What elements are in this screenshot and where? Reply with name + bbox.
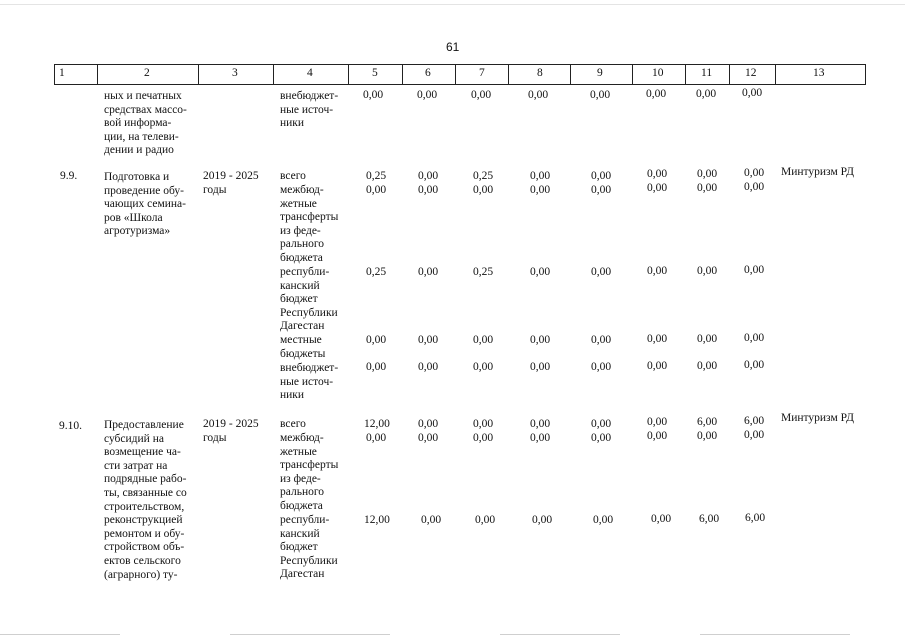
scan-edge-bottom — [230, 634, 390, 635]
value-cell: 0,00 — [418, 266, 439, 278]
value-cell: 0,00 — [647, 265, 668, 277]
row-executor: Минтуризм РД — [781, 166, 854, 178]
source-label: межбюд- жетные трансферты из феде- рального бюджета — [280, 432, 339, 512]
value-cell: 0,00 — [647, 416, 668, 428]
value-cell: 0,00 — [591, 418, 612, 430]
value-cell: 0,00 — [591, 334, 612, 346]
value-cell: 0,00 — [366, 184, 387, 196]
column-divider — [348, 65, 349, 84]
page-number: 61 — [446, 40, 460, 54]
value-cell: 0,25 — [473, 170, 494, 182]
value-cell: 0,00 — [418, 432, 439, 444]
column-divider — [570, 65, 571, 84]
row-executor: Минтуризм РД — [781, 412, 854, 424]
value-cell: 0,00 — [363, 89, 384, 101]
value-cell: 0,00 — [590, 89, 611, 101]
header-col-10: 10 — [652, 67, 664, 79]
column-divider — [455, 65, 456, 84]
value-cell: 6,00 — [699, 513, 720, 525]
scan-edge-bottom — [700, 634, 850, 635]
value-cell: 0,00 — [418, 170, 439, 182]
value-cell: 0,00 — [591, 184, 612, 196]
row-number: 9.10. — [59, 420, 82, 432]
value-cell: 0,00 — [591, 361, 612, 373]
row-description: Предоставление субсидий на возмещение ча- сти затрат на подрядные рабо- ты, связанные со строительством, реконструкцией ремонтом и обу- стройством объ- ектов сельского (аграрного) ту- — [104, 419, 187, 581]
table-header-row — [54, 64, 866, 85]
row-period: 2019 - 2025 годы — [203, 170, 259, 196]
header-col-11: 11 — [701, 67, 713, 79]
column-divider — [632, 65, 633, 84]
row-number: 9.9. — [60, 170, 78, 182]
value-cell: 0,00 — [697, 333, 718, 345]
value-cell: 0,25 — [366, 170, 387, 182]
value-cell: 0,00 — [646, 88, 667, 100]
source-label: внебюджет- ные источ- ники — [280, 362, 339, 402]
column-divider — [729, 65, 730, 84]
value-cell: 0,00 — [418, 361, 439, 373]
value-cell: 0,00 — [697, 182, 718, 194]
source-label: республи- канский бюджет Республики Дагестан — [280, 266, 338, 333]
value-cell: 0,00 — [697, 430, 718, 442]
source-label: всего — [280, 418, 306, 430]
header-col-13: 13 — [813, 67, 825, 79]
row-description: Подготовка и проведение обу- чающих семина- ров «Школа агротуризма» — [104, 171, 186, 238]
value-cell: 0,00 — [473, 334, 494, 346]
value-cell: 0,00 — [530, 184, 551, 196]
scan-edge-bottom — [0, 634, 120, 635]
header-col-4: 4 — [307, 67, 313, 79]
value-cell: 0,00 — [417, 89, 438, 101]
header-col-6: 6 — [425, 67, 431, 79]
column-divider — [198, 65, 199, 84]
value-cell: 0,00 — [591, 432, 612, 444]
value-cell: 0,25 — [366, 266, 387, 278]
value-cell: 0,00 — [593, 514, 614, 526]
header-col-8: 8 — [537, 67, 543, 79]
value-cell: 0,00 — [744, 264, 765, 276]
value-cell: 0,00 — [418, 184, 439, 196]
value-cell: 6,00 — [744, 415, 765, 427]
value-cell: 0,00 — [530, 334, 551, 346]
value-cell: 0,00 — [647, 360, 668, 372]
value-cell: 0,00 — [744, 429, 765, 441]
value-cell: 6,00 — [697, 416, 718, 428]
value-cell: 0,00 — [591, 266, 612, 278]
column-divider — [775, 65, 776, 84]
value-cell: 0,00 — [744, 332, 765, 344]
value-cell: 12,00 — [364, 418, 390, 430]
header-col-3: 3 — [232, 67, 238, 79]
value-cell: 0,00 — [647, 182, 668, 194]
scan-edge-top — [0, 4, 905, 5]
value-cell: 12,00 — [364, 514, 390, 526]
header-col-12: 12 — [745, 67, 757, 79]
value-cell: 0,00 — [473, 361, 494, 373]
header-col-5: 5 — [372, 67, 378, 79]
scan-edge-bottom — [500, 634, 620, 635]
value-cell: 0,00 — [530, 170, 551, 182]
value-cell: 0,00 — [647, 333, 668, 345]
value-cell: 0,00 — [473, 184, 494, 196]
source-label: межбюд- жетные трансферты из феде- рального бюджета — [280, 184, 339, 264]
value-cell: 0,00 — [744, 167, 765, 179]
row-source-label: внебюджет- ные источ- ники — [280, 90, 339, 130]
value-cell: 0,00 — [651, 513, 672, 525]
value-cell: 0,00 — [530, 266, 551, 278]
value-cell: 0,00 — [744, 359, 765, 371]
value-cell: 0,00 — [697, 265, 718, 277]
column-divider — [685, 65, 686, 84]
column-divider — [97, 65, 98, 84]
value-cell: 0,00 — [528, 89, 549, 101]
source-label: местные бюджеты — [280, 334, 326, 360]
value-cell: 0,00 — [647, 430, 668, 442]
value-cell: 0,00 — [418, 418, 439, 430]
value-cell: 0,00 — [532, 514, 553, 526]
header-col-7: 7 — [479, 67, 485, 79]
header-col-9: 9 — [597, 67, 603, 79]
row-period: 2019 - 2025 годы — [203, 418, 259, 444]
value-cell: 0,00 — [697, 168, 718, 180]
value-cell: 0,00 — [591, 170, 612, 182]
value-cell: 0,00 — [421, 514, 442, 526]
header-col-2: 2 — [144, 67, 150, 79]
value-cell: 0,00 — [473, 432, 494, 444]
value-cell: 0,00 — [530, 432, 551, 444]
value-cell: 0,00 — [473, 418, 494, 430]
value-cell: 0,00 — [366, 361, 387, 373]
value-cell: 0,00 — [647, 168, 668, 180]
value-cell: 0,00 — [475, 514, 496, 526]
value-cell: 0,00 — [366, 432, 387, 444]
source-label: республи- канский бюджет Республики Дагестан — [280, 514, 338, 581]
value-cell: 0,25 — [473, 266, 494, 278]
value-cell: 6,00 — [745, 512, 766, 524]
value-cell: 0,00 — [697, 360, 718, 372]
value-cell: 0,00 — [366, 334, 387, 346]
column-divider — [508, 65, 509, 84]
column-divider — [402, 65, 403, 84]
value-cell: 0,00 — [530, 418, 551, 430]
value-cell: 0,00 — [744, 181, 765, 193]
value-cell: 0,00 — [471, 89, 492, 101]
value-cell: 0,00 — [530, 361, 551, 373]
column-divider — [273, 65, 274, 84]
value-cell: 0,00 — [418, 334, 439, 346]
row-description: ных и печатных средствах массо- вой информа- ции, на телеви- дении и радио — [104, 90, 187, 157]
value-cell: 0,00 — [742, 87, 763, 99]
source-label: всего — [280, 170, 306, 182]
value-cell: 0,00 — [696, 88, 717, 100]
header-col-1: 1 — [59, 67, 65, 79]
